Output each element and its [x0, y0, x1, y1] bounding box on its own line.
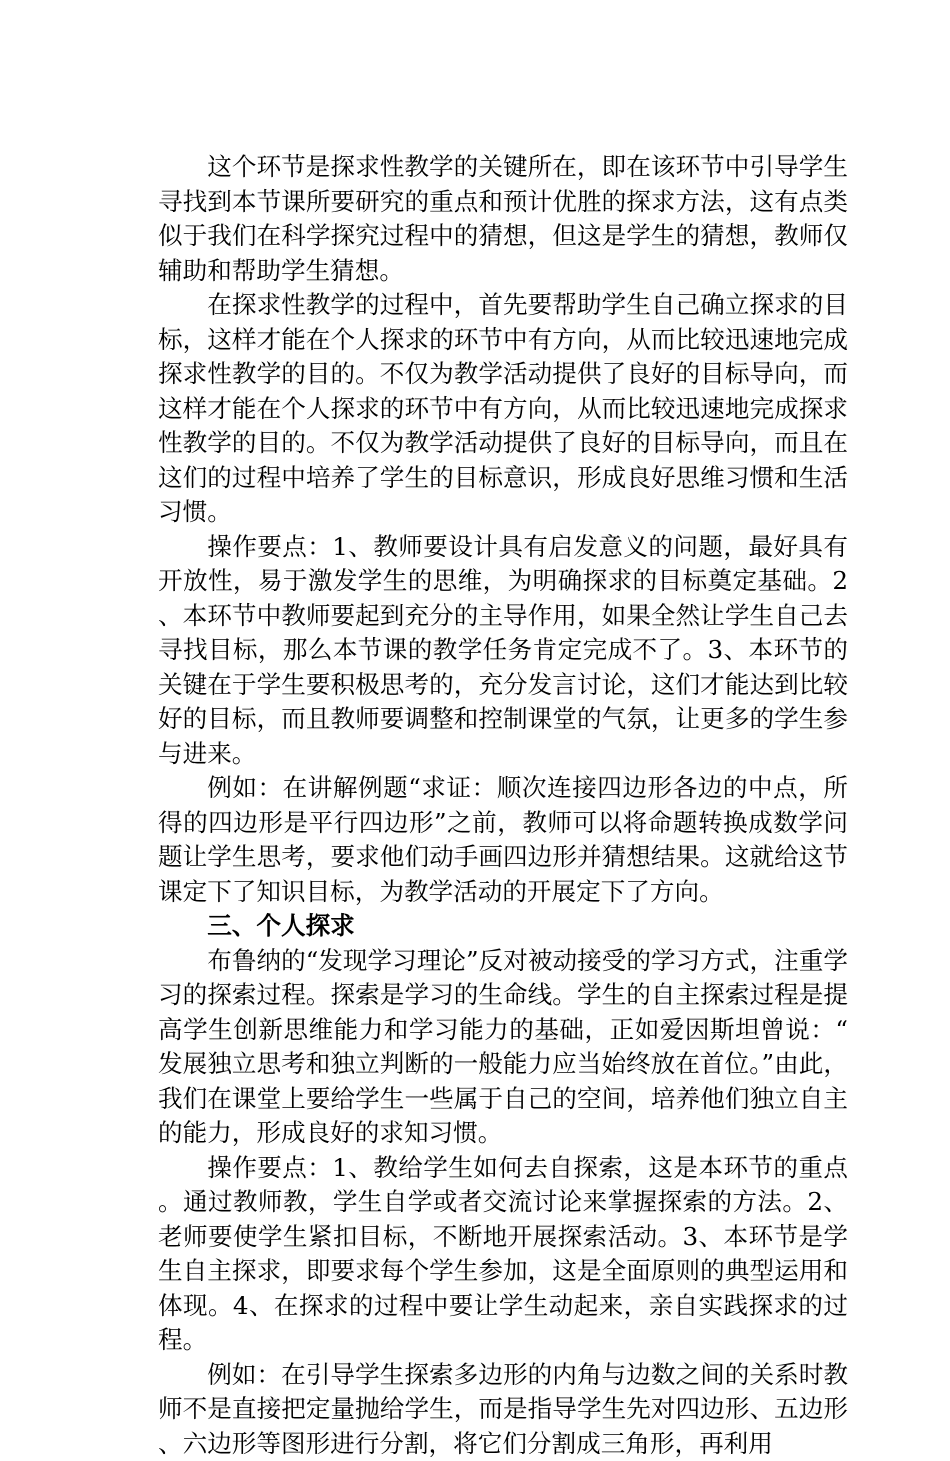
body-paragraph: 例如：在引导学生探索多边形的内角与边数之间的关系时教师不是直接把定量抛给学生，而是指导学生先对四边形、五边形、六边形等图形进行分割，将它们分割成三角形，再利用 [158, 1358, 848, 1461]
body-paragraph: 操作要点：1、教师要设计具有启发意义的问题，最好具有开放性，易于激发学生的思维，为明确探求的目标奠定基础。2、本环节中教师要起到充分的主导作用，如果全然让学生自己去寻找目标，那么本节课的教学任务肯定完成不了。3、本环节的关键在于学生要积极思考的，充分发言讨论，这们才能达到比较好的目标，而且教师要调整和控制课堂的气氛，让更多的学生参与进来。 [158, 530, 848, 772]
document-body [158, 150, 848, 1461]
body-paragraph: 例如：在讲解例题“求证：顺次连接四边形各边的中点，所得的四边形是平行四边形”之前，教师可以将命题转换成数学问题让学生思考，要求他们动手画四边形并猜想结果。这就给这节课定下了知识目标，为教学活动的开展定下了方向。 [158, 771, 848, 909]
body-paragraph: 这个环节是探求性教学的关键所在，即在该环节中引导学生寻找到本节课所要研究的重点和预计优胜的探求方法，这有点类似于我们在科学探究过程中的猜想，但这是学生的猜想，教师仅辅助和帮助学生猜想。 [158, 150, 848, 288]
body-paragraph: 操作要点：1、教给学生如何去自探索，这是本环节的重点。通过教师教，学生自学或者交流讨论来掌握探索的方法。2、老师要使学生紧扣目标，不断地开展探索活动。3、本环节是学生自主探求，即要求每个学生参加，这是全面原则的典型运用和体现。4、在探求的过程中要让学生动起来，亲自实践探求的过程。 [158, 1151, 848, 1358]
body-paragraph: 布鲁纳的“发现学习理论”反对被动接受的学习方式，注重学习的探索过程。探索是学习的生命线。学生的自主探索过程是提高学生创新思维能力和学习能力的基础，正如爱因斯坦曾说：“发展独立思考和独立判断的一般能力应当始终放在首位。”由此，我们在课堂上要给学生一些属于自己的空间，培养他们独立自主的能力，形成良好的求知习惯。 [158, 944, 848, 1151]
body-paragraph: 在探求性教学的过程中，首先要帮助学生自己确立探求的目标，这样才能在个人探求的环节中有方向，从而比较迅速地完成探求性教学的目的。不仅为教学活动提供了良好的目标导向，而这样才能在个人探求的环节中有方向，从而比较迅速地完成探求性教学的目的。不仅为教学活动提供了良好的目标导向，而且在这们的过程中培养了学生的目标意识，形成良好思维习惯和生活习惯。 [158, 288, 848, 530]
section-heading: 三、个人探求 [158, 909, 848, 944]
